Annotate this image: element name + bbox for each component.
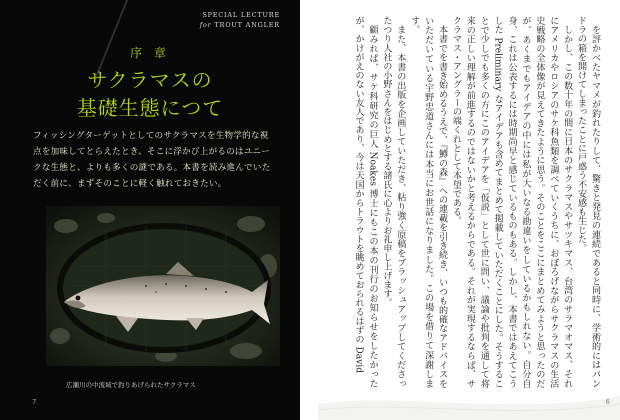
decorative-swoosh [318,386,620,420]
page-title-line1: サクラマスの [87,68,213,92]
page-number-left: 7 [32,398,37,406]
body-paragraph: 顧みれば、サケ科研究の巨人 Noakes 博士にもこの本の刊行のお知らせをしたかったが、かけがえのない友人であり、今は天国からトラウトを眺めておられるはずの David [353,16,378,388]
right-page [318,0,620,420]
chapter-label: 序 章 [130,46,170,60]
body-paragraph: 本書でを書き始めるうえで、『鱒の森』への連載を引き続き、いつも的確なアドバイスをいただいている宇野忠道さんには本当にお世話になりました。この場を借りて深謝します。 [409,16,448,388]
series-label-name: TROUT ANGLER [214,21,280,29]
body-paragraph: また、本書の出版を企画していただき、粘り強く原稿をブラッシュアップしてくださったつり人社の小野さんをはじめとする諸氏に心よりお礼申し上げます。 [381,16,406,388]
page-title-line2: 基礎生態につて [76,96,224,120]
photo-caption: 広瀬川の中流域で釣りあげられたサクラマス [66,381,196,389]
body-text [341,16,601,388]
salmon-photo-illustration [46,206,280,366]
body-paragraph: しかし、この数十年の間に日本のサクラマスやサツキマス、台湾のサラマオマス、それにアメリカやロシアのサケ科魚類を調べていくうちに、おぼろげながらサクラマスの生活史戦略の全体像が見えてきたように思う。そのことをここにまとめてみようと思ったのだが、あくまでもアイデアの中には私が大いなる勘違いをしているかもしれない。自分自身、これは公表するには時期尚早と感じているものもある。しかし、本書ではあえてこうした Preliminary なアイデアも含めてまとめて掲載していただくことにした。そうすることで少しでも多くの方にこのアイデアを「仮説」として世に問い、議論や批判を通して将来の正しい理解が前進するのではないかと考えるからである。それが実現するならば、サクラマス・アングラーの端くれとして本望である。 [450,16,573,388]
series-label [200,10,280,30]
lead-paragraph: フィッシングターゲットとしてのサクラマスを生物学的な視点を加味してとらえたとき、そこに浮かび上がるのはユニークな生態と、よりも多くの謎である。本書を読み進んでいただく前に、まずそのことに軽く触れておきたい。 [33,131,271,189]
left-page [0,0,300,420]
series-label-line1: SPECIAL LECTURE [202,11,280,19]
salmon-photo [46,206,280,366]
series-label-line2 [200,20,280,30]
body-paragraph: を評かべたヤマメが釣れたりして、驚きと発見の連続であると同時に、学術的にはパンドラの箱を開けてしまったことに戸惑う不安感も生じた。 [576,16,600,388]
series-label-for: for [199,21,212,29]
page-title [0,66,300,122]
page-number-right: 6 [605,398,610,406]
